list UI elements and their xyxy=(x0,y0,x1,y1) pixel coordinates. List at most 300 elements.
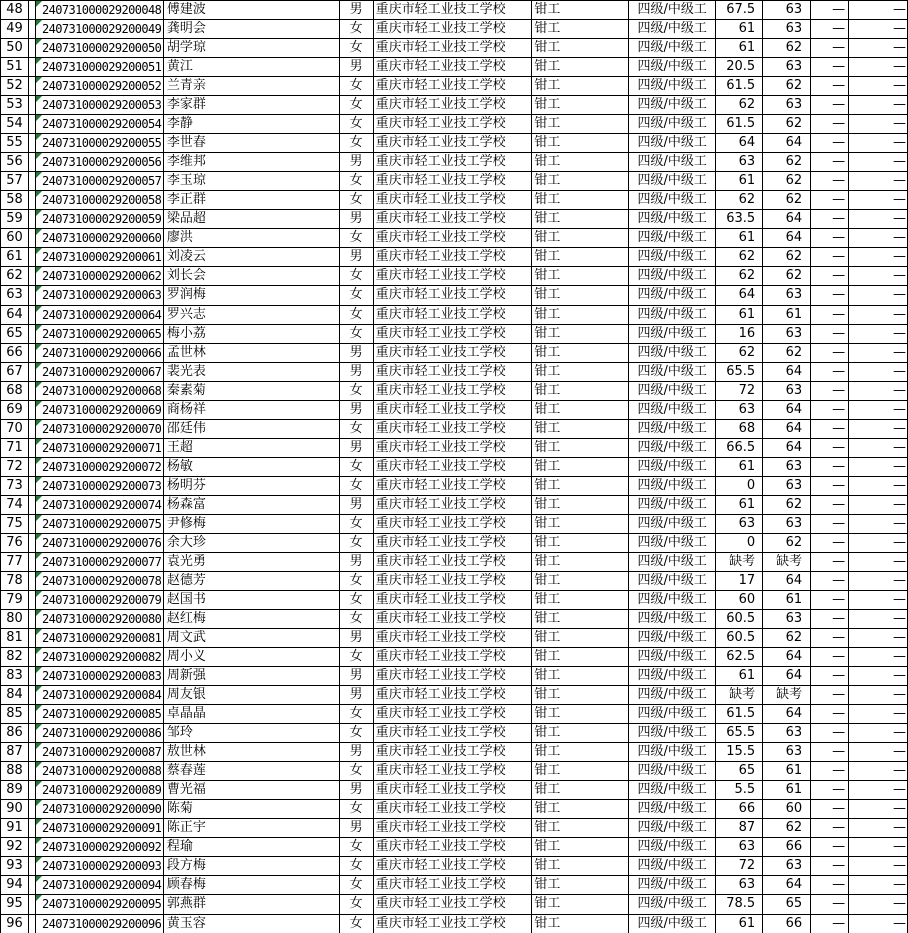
cell-dash-2[interactable]: — xyxy=(849,382,908,401)
cell-row-number[interactable]: 56 xyxy=(1,153,29,172)
cell-narrow-spacer[interactable] xyxy=(29,20,36,39)
cell-skill-level[interactable]: 四级/中级工 xyxy=(629,477,716,496)
cell-skill-level[interactable]: 四级/中级工 xyxy=(629,210,716,229)
cell-skill-level[interactable]: 四级/中级工 xyxy=(629,172,716,191)
cell-score-2[interactable]: 62 xyxy=(763,172,811,191)
cell-skill-level[interactable]: 四级/中级工 xyxy=(629,724,716,743)
cell-school[interactable]: 重庆市轻工业技工学校 xyxy=(374,477,533,496)
cell-row-number[interactable]: 48 xyxy=(1,1,29,20)
cell-gender[interactable]: 男 xyxy=(340,819,374,838)
cell-gender[interactable]: 女 xyxy=(340,306,374,325)
cell-name[interactable]: 袁光勇 xyxy=(164,553,340,572)
cell-occupation[interactable]: 钳工 xyxy=(532,382,629,401)
cell-school[interactable]: 重庆市轻工业技工学校 xyxy=(374,515,533,534)
cell-score-2[interactable]: 62 xyxy=(763,629,811,648)
cell-skill-level[interactable]: 四级/中级工 xyxy=(629,439,716,458)
cell-row-number[interactable]: 66 xyxy=(1,344,29,363)
cell-score-1[interactable]: 17 xyxy=(716,572,763,591)
cell-dash-1[interactable]: — xyxy=(811,819,849,838)
cell-dash-2[interactable]: — xyxy=(849,819,908,838)
cell-occupation[interactable]: 钳工 xyxy=(532,686,629,705)
cell-gender[interactable]: 女 xyxy=(340,534,374,553)
cell-score-2[interactable]: 62 xyxy=(763,267,811,286)
cell-candidate-id[interactable] xyxy=(36,286,164,305)
cell-gender[interactable]: 男 xyxy=(340,58,374,77)
cell-candidate-id[interactable] xyxy=(36,172,164,191)
cell-score-1[interactable]: 缺考 xyxy=(716,553,763,572)
cell-gender[interactable]: 女 xyxy=(340,77,374,96)
cell-score-2[interactable]: 64 xyxy=(763,876,811,895)
cell-gender[interactable]: 男 xyxy=(340,629,374,648)
cell-gender[interactable]: 男 xyxy=(340,686,374,705)
cell-dash-2[interactable]: — xyxy=(849,895,908,914)
cell-narrow-spacer[interactable] xyxy=(29,420,36,439)
cell-dash-2[interactable]: — xyxy=(849,1,908,20)
cell-dash-2[interactable]: — xyxy=(849,534,908,553)
cell-candidate-id[interactable] xyxy=(36,857,164,876)
cell-occupation[interactable]: 钳工 xyxy=(532,553,629,572)
cell-score-2[interactable]: 61 xyxy=(763,591,811,610)
cell-occupation[interactable]: 钳工 xyxy=(532,286,629,305)
cell-name[interactable]: 廖洪 xyxy=(164,229,340,248)
cell-dash-1[interactable]: — xyxy=(811,267,849,286)
cell-school[interactable]: 重庆市轻工业技工学校 xyxy=(374,248,533,267)
cell-candidate-id[interactable] xyxy=(36,610,164,629)
cell-dash-1[interactable]: — xyxy=(811,724,849,743)
cell-dash-1[interactable]: — xyxy=(811,629,849,648)
cell-dash-2[interactable]: — xyxy=(849,629,908,648)
cell-name[interactable]: 赵国书 xyxy=(164,591,340,610)
cell-skill-level[interactable]: 四级/中级工 xyxy=(629,591,716,610)
cell-score-1[interactable]: 60 xyxy=(716,591,763,610)
cell-skill-level[interactable]: 四级/中级工 xyxy=(629,401,716,420)
cell-candidate-id[interactable] xyxy=(36,591,164,610)
cell-skill-level[interactable]: 四级/中级工 xyxy=(629,191,716,210)
cell-score-1[interactable]: 63 xyxy=(716,838,763,857)
cell-occupation[interactable]: 钳工 xyxy=(532,648,629,667)
cell-name[interactable]: 顾春梅 xyxy=(164,876,340,895)
cell-gender[interactable]: 男 xyxy=(340,363,374,382)
cell-score-1[interactable]: 61 xyxy=(716,172,763,191)
cell-school[interactable]: 重庆市轻工业技工学校 xyxy=(374,705,533,724)
cell-gender[interactable]: 女 xyxy=(340,838,374,857)
cell-skill-level[interactable]: 四级/中级工 xyxy=(629,458,716,477)
cell-dash-1[interactable]: — xyxy=(811,58,849,77)
cell-candidate-id[interactable] xyxy=(36,838,164,857)
cell-narrow-spacer[interactable] xyxy=(29,838,36,857)
cell-dash-1[interactable]: — xyxy=(811,20,849,39)
cell-name[interactable]: 周文武 xyxy=(164,629,340,648)
cell-score-1[interactable]: 62 xyxy=(716,191,763,210)
cell-row-number[interactable]: 63 xyxy=(1,286,29,305)
cell-dash-1[interactable]: — xyxy=(811,477,849,496)
cell-name[interactable]: 裴光表 xyxy=(164,363,340,382)
cell-score-1[interactable]: 65.5 xyxy=(716,363,763,382)
cell-dash-1[interactable]: — xyxy=(811,857,849,876)
cell-score-2[interactable]: 63 xyxy=(763,96,811,115)
cell-narrow-spacer[interactable] xyxy=(29,857,36,876)
cell-candidate-id[interactable] xyxy=(36,629,164,648)
cell-score-1[interactable]: 20.5 xyxy=(716,58,763,77)
cell-row-number[interactable]: 74 xyxy=(1,496,29,515)
cell-row-number[interactable]: 96 xyxy=(1,915,29,933)
cell-score-2[interactable]: 66 xyxy=(763,838,811,857)
cell-occupation[interactable]: 钳工 xyxy=(532,743,629,762)
cell-name[interactable]: 卓晶晶 xyxy=(164,705,340,724)
cell-score-1[interactable]: 61 xyxy=(716,229,763,248)
cell-score-2[interactable]: 缺考 xyxy=(763,553,811,572)
cell-narrow-spacer[interactable] xyxy=(29,96,36,115)
cell-row-number[interactable]: 91 xyxy=(1,819,29,838)
cell-score-2[interactable]: 62 xyxy=(763,191,811,210)
cell-dash-1[interactable]: — xyxy=(811,96,849,115)
cell-occupation[interactable]: 钳工 xyxy=(532,229,629,248)
cell-dash-1[interactable]: — xyxy=(811,420,849,439)
cell-name[interactable]: 赵德芳 xyxy=(164,572,340,591)
cell-row-number[interactable]: 86 xyxy=(1,724,29,743)
cell-candidate-id[interactable] xyxy=(36,248,164,267)
cell-narrow-spacer[interactable] xyxy=(29,915,36,933)
cell-skill-level[interactable]: 四级/中级工 xyxy=(629,306,716,325)
cell-name[interactable]: 敖世林 xyxy=(164,743,340,762)
cell-dash-2[interactable]: — xyxy=(849,686,908,705)
cell-school[interactable]: 重庆市轻工业技工学校 xyxy=(374,306,533,325)
cell-occupation[interactable]: 钳工 xyxy=(532,134,629,153)
cell-candidate-id[interactable] xyxy=(36,420,164,439)
cell-school[interactable]: 重庆市轻工业技工学校 xyxy=(374,800,533,819)
cell-occupation[interactable]: 钳工 xyxy=(532,325,629,344)
cell-dash-2[interactable]: — xyxy=(849,20,908,39)
cell-score-2[interactable]: 62 xyxy=(763,534,811,553)
cell-school[interactable]: 重庆市轻工业技工学校 xyxy=(374,667,533,686)
cell-dash-1[interactable]: — xyxy=(811,115,849,134)
cell-score-2[interactable]: 61 xyxy=(763,762,811,781)
cell-occupation[interactable]: 钳工 xyxy=(532,39,629,58)
cell-occupation[interactable]: 钳工 xyxy=(532,20,629,39)
cell-dash-1[interactable]: — xyxy=(811,306,849,325)
cell-row-number[interactable]: 81 xyxy=(1,629,29,648)
cell-school[interactable]: 重庆市轻工业技工学校 xyxy=(374,895,533,914)
cell-row-number[interactable]: 73 xyxy=(1,477,29,496)
cell-candidate-id[interactable] xyxy=(36,191,164,210)
cell-row-number[interactable]: 94 xyxy=(1,876,29,895)
cell-dash-2[interactable]: — xyxy=(849,648,908,667)
cell-dash-1[interactable]: — xyxy=(811,553,849,572)
cell-dash-1[interactable]: — xyxy=(811,496,849,515)
cell-dash-1[interactable]: — xyxy=(811,39,849,58)
cell-skill-level[interactable]: 四级/中级工 xyxy=(629,762,716,781)
cell-row-number[interactable]: 58 xyxy=(1,191,29,210)
cell-skill-level[interactable]: 四级/中级工 xyxy=(629,572,716,591)
cell-candidate-id[interactable] xyxy=(36,115,164,134)
cell-candidate-id[interactable] xyxy=(36,648,164,667)
cell-dash-2[interactable]: — xyxy=(849,781,908,800)
cell-narrow-spacer[interactable] xyxy=(29,705,36,724)
cell-school[interactable]: 重庆市轻工业技工学校 xyxy=(374,115,533,134)
cell-skill-level[interactable]: 四级/中级工 xyxy=(629,895,716,914)
cell-skill-level[interactable]: 四级/中级工 xyxy=(629,20,716,39)
cell-row-number[interactable]: 79 xyxy=(1,591,29,610)
cell-candidate-id[interactable] xyxy=(36,895,164,914)
cell-dash-1[interactable]: — xyxy=(811,743,849,762)
cell-candidate-id[interactable] xyxy=(36,496,164,515)
cell-narrow-spacer[interactable] xyxy=(29,58,36,77)
cell-skill-level[interactable]: 四级/中级工 xyxy=(629,325,716,344)
cell-dash-2[interactable]: — xyxy=(849,401,908,420)
cell-gender[interactable]: 男 xyxy=(340,781,374,800)
cell-narrow-spacer[interactable] xyxy=(29,344,36,363)
cell-candidate-id[interactable] xyxy=(36,686,164,705)
cell-skill-level[interactable]: 四级/中级工 xyxy=(629,344,716,363)
cell-score-2[interactable]: 65 xyxy=(763,895,811,914)
cell-score-2[interactable]: 63 xyxy=(763,515,811,534)
cell-dash-2[interactable]: — xyxy=(849,134,908,153)
cell-occupation[interactable]: 钳工 xyxy=(532,610,629,629)
cell-dash-2[interactable]: — xyxy=(849,705,908,724)
cell-gender[interactable]: 女 xyxy=(340,96,374,115)
cell-skill-level[interactable]: 四级/中级工 xyxy=(629,857,716,876)
cell-dash-2[interactable]: — xyxy=(849,286,908,305)
cell-score-2[interactable]: 63 xyxy=(763,458,811,477)
cell-score-1[interactable]: 66.5 xyxy=(716,439,763,458)
cell-gender[interactable]: 男 xyxy=(340,667,374,686)
cell-gender[interactable]: 女 xyxy=(340,915,374,933)
cell-row-number[interactable]: 76 xyxy=(1,534,29,553)
cell-dash-1[interactable]: — xyxy=(811,915,849,933)
cell-skill-level[interactable]: 四级/中级工 xyxy=(629,39,716,58)
cell-score-1[interactable]: 61.5 xyxy=(716,77,763,96)
cell-candidate-id[interactable] xyxy=(36,439,164,458)
cell-school[interactable]: 重庆市轻工业技工学校 xyxy=(374,191,533,210)
cell-dash-2[interactable]: — xyxy=(849,553,908,572)
cell-school[interactable]: 重庆市轻工业技工学校 xyxy=(374,229,533,248)
cell-occupation[interactable]: 钳工 xyxy=(532,420,629,439)
cell-row-number[interactable]: 50 xyxy=(1,39,29,58)
cell-score-2[interactable]: 61 xyxy=(763,781,811,800)
cell-score-1[interactable]: 61 xyxy=(716,496,763,515)
cell-dash-1[interactable]: — xyxy=(811,705,849,724)
cell-skill-level[interactable]: 四级/中级工 xyxy=(629,420,716,439)
cell-score-1[interactable]: 72 xyxy=(716,857,763,876)
cell-dash-1[interactable]: — xyxy=(811,572,849,591)
cell-name[interactable]: 秦素菊 xyxy=(164,382,340,401)
cell-school[interactable]: 重庆市轻工业技工学校 xyxy=(374,439,533,458)
cell-skill-level[interactable]: 四级/中级工 xyxy=(629,819,716,838)
cell-candidate-id[interactable] xyxy=(36,915,164,933)
cell-name[interactable]: 杨敏 xyxy=(164,458,340,477)
cell-score-2[interactable]: 62 xyxy=(763,115,811,134)
cell-occupation[interactable]: 钳工 xyxy=(532,895,629,914)
cell-occupation[interactable]: 钳工 xyxy=(532,1,629,20)
cell-skill-level[interactable]: 四级/中级工 xyxy=(629,876,716,895)
cell-dash-1[interactable]: — xyxy=(811,77,849,96)
cell-school[interactable]: 重庆市轻工业技工学校 xyxy=(374,325,533,344)
cell-score-1[interactable]: 0 xyxy=(716,477,763,496)
cell-school[interactable]: 重庆市轻工业技工学校 xyxy=(374,838,533,857)
cell-score-1[interactable]: 62 xyxy=(716,344,763,363)
cell-occupation[interactable]: 钳工 xyxy=(532,306,629,325)
cell-name[interactable]: 杨明芬 xyxy=(164,477,340,496)
cell-name[interactable]: 孟世林 xyxy=(164,344,340,363)
cell-dash-2[interactable]: — xyxy=(849,724,908,743)
cell-name[interactable]: 王超 xyxy=(164,439,340,458)
cell-name[interactable]: 黄玉容 xyxy=(164,915,340,933)
cell-dash-2[interactable]: — xyxy=(849,210,908,229)
cell-narrow-spacer[interactable] xyxy=(29,686,36,705)
cell-narrow-spacer[interactable] xyxy=(29,153,36,172)
cell-skill-level[interactable]: 四级/中级工 xyxy=(629,115,716,134)
cell-name[interactable]: 邵廷伟 xyxy=(164,420,340,439)
cell-narrow-spacer[interactable] xyxy=(29,248,36,267)
cell-name[interactable]: 龚明会 xyxy=(164,20,340,39)
cell-narrow-spacer[interactable] xyxy=(29,572,36,591)
cell-score-1[interactable]: 62 xyxy=(716,96,763,115)
cell-gender[interactable]: 男 xyxy=(340,401,374,420)
cell-occupation[interactable]: 钳工 xyxy=(532,800,629,819)
cell-dash-2[interactable]: — xyxy=(849,838,908,857)
cell-candidate-id[interactable] xyxy=(36,762,164,781)
cell-school[interactable]: 重庆市轻工业技工学校 xyxy=(374,686,533,705)
cell-occupation[interactable]: 钳工 xyxy=(532,153,629,172)
cell-dash-2[interactable]: — xyxy=(849,191,908,210)
cell-candidate-id[interactable] xyxy=(36,477,164,496)
cell-narrow-spacer[interactable] xyxy=(29,134,36,153)
cell-name[interactable]: 段方梅 xyxy=(164,857,340,876)
cell-name[interactable]: 黄江 xyxy=(164,58,340,77)
cell-occupation[interactable]: 钳工 xyxy=(532,191,629,210)
cell-dash-1[interactable]: — xyxy=(811,172,849,191)
cell-dash-2[interactable]: — xyxy=(849,667,908,686)
cell-score-2[interactable]: 64 xyxy=(763,705,811,724)
cell-row-number[interactable]: 95 xyxy=(1,895,29,914)
cell-occupation[interactable]: 钳工 xyxy=(532,762,629,781)
cell-score-1[interactable]: 62.5 xyxy=(716,648,763,667)
cell-narrow-spacer[interactable] xyxy=(29,800,36,819)
cell-school[interactable]: 重庆市轻工业技工学校 xyxy=(374,401,533,420)
cell-dash-1[interactable]: — xyxy=(811,439,849,458)
cell-row-number[interactable]: 89 xyxy=(1,781,29,800)
cell-name[interactable]: 梁品超 xyxy=(164,210,340,229)
cell-score-2[interactable]: 63 xyxy=(763,20,811,39)
cell-score-2[interactable]: 63 xyxy=(763,58,811,77)
cell-name[interactable]: 郭燕群 xyxy=(164,895,340,914)
cell-score-1[interactable]: 5.5 xyxy=(716,781,763,800)
cell-school[interactable]: 重庆市轻工业技工学校 xyxy=(374,743,533,762)
cell-score-2[interactable]: 62 xyxy=(763,496,811,515)
cell-narrow-spacer[interactable] xyxy=(29,496,36,515)
cell-school[interactable]: 重庆市轻工业技工学校 xyxy=(374,153,533,172)
cell-score-1[interactable]: 缺考 xyxy=(716,686,763,705)
cell-score-1[interactable]: 61.5 xyxy=(716,115,763,134)
cell-score-1[interactable]: 65.5 xyxy=(716,724,763,743)
cell-school[interactable]: 重庆市轻工业技工学校 xyxy=(374,819,533,838)
cell-school[interactable]: 重庆市轻工业技工学校 xyxy=(374,77,533,96)
cell-dash-1[interactable]: — xyxy=(811,686,849,705)
cell-dash-1[interactable]: — xyxy=(811,610,849,629)
cell-score-2[interactable]: 62 xyxy=(763,819,811,838)
cell-candidate-id[interactable] xyxy=(36,819,164,838)
cell-candidate-id[interactable] xyxy=(36,458,164,477)
cell-candidate-id[interactable] xyxy=(36,267,164,286)
cell-row-number[interactable]: 62 xyxy=(1,267,29,286)
cell-occupation[interactable]: 钳工 xyxy=(532,58,629,77)
cell-row-number[interactable]: 59 xyxy=(1,210,29,229)
cell-row-number[interactable]: 75 xyxy=(1,515,29,534)
cell-score-2[interactable]: 62 xyxy=(763,77,811,96)
cell-candidate-id[interactable] xyxy=(36,58,164,77)
cell-narrow-spacer[interactable] xyxy=(29,439,36,458)
cell-skill-level[interactable]: 四级/中级工 xyxy=(629,134,716,153)
cell-dash-1[interactable]: — xyxy=(811,534,849,553)
cell-dash-2[interactable]: — xyxy=(849,96,908,115)
cell-score-2[interactable]: 63 xyxy=(763,286,811,305)
cell-gender[interactable]: 女 xyxy=(340,857,374,876)
cell-score-2[interactable]: 62 xyxy=(763,248,811,267)
cell-row-number[interactable]: 92 xyxy=(1,838,29,857)
cell-skill-level[interactable]: 四级/中级工 xyxy=(629,96,716,115)
cell-score-2[interactable]: 62 xyxy=(763,153,811,172)
cell-candidate-id[interactable] xyxy=(36,134,164,153)
cell-dash-1[interactable]: — xyxy=(811,153,849,172)
cell-row-number[interactable]: 67 xyxy=(1,363,29,382)
cell-score-1[interactable]: 61 xyxy=(716,39,763,58)
cell-score-2[interactable]: 64 xyxy=(763,648,811,667)
cell-skill-level[interactable]: 四级/中级工 xyxy=(629,610,716,629)
cell-skill-level[interactable]: 四级/中级工 xyxy=(629,1,716,20)
cell-gender[interactable]: 女 xyxy=(340,172,374,191)
cell-narrow-spacer[interactable] xyxy=(29,895,36,914)
cell-score-2[interactable]: 64 xyxy=(763,572,811,591)
cell-gender[interactable]: 女 xyxy=(340,382,374,401)
cell-skill-level[interactable]: 四级/中级工 xyxy=(629,800,716,819)
cell-score-1[interactable]: 61 xyxy=(716,306,763,325)
cell-occupation[interactable]: 钳工 xyxy=(532,857,629,876)
cell-narrow-spacer[interactable] xyxy=(29,325,36,344)
cell-dash-1[interactable]: — xyxy=(811,134,849,153)
cell-name[interactable]: 李正群 xyxy=(164,191,340,210)
cell-row-number[interactable]: 61 xyxy=(1,248,29,267)
cell-school[interactable]: 重庆市轻工业技工学校 xyxy=(374,629,533,648)
cell-school[interactable]: 重庆市轻工业技工学校 xyxy=(374,210,533,229)
cell-school[interactable]: 重庆市轻工业技工学校 xyxy=(374,58,533,77)
cell-candidate-id[interactable] xyxy=(36,325,164,344)
cell-occupation[interactable]: 钳工 xyxy=(532,629,629,648)
cell-dash-2[interactable]: — xyxy=(849,39,908,58)
cell-dash-1[interactable]: — xyxy=(811,515,849,534)
cell-narrow-spacer[interactable] xyxy=(29,724,36,743)
cell-dash-1[interactable]: — xyxy=(811,401,849,420)
cell-score-2[interactable]: 64 xyxy=(763,210,811,229)
cell-skill-level[interactable]: 四级/中级工 xyxy=(629,743,716,762)
cell-narrow-spacer[interactable] xyxy=(29,191,36,210)
cell-narrow-spacer[interactable] xyxy=(29,363,36,382)
cell-occupation[interactable]: 钳工 xyxy=(532,591,629,610)
cell-dash-1[interactable]: — xyxy=(811,838,849,857)
cell-score-2[interactable]: 62 xyxy=(763,39,811,58)
cell-score-2[interactable]: 63 xyxy=(763,724,811,743)
cell-occupation[interactable]: 钳工 xyxy=(532,401,629,420)
cell-score-1[interactable]: 64 xyxy=(716,134,763,153)
cell-score-2[interactable]: 63 xyxy=(763,325,811,344)
cell-narrow-spacer[interactable] xyxy=(29,743,36,762)
cell-candidate-id[interactable] xyxy=(36,724,164,743)
cell-occupation[interactable]: 钳工 xyxy=(532,838,629,857)
cell-dash-1[interactable]: — xyxy=(811,210,849,229)
cell-dash-1[interactable]: — xyxy=(811,229,849,248)
cell-skill-level[interactable]: 四级/中级工 xyxy=(629,705,716,724)
cell-candidate-id[interactable] xyxy=(36,306,164,325)
cell-skill-level[interactable]: 四级/中级工 xyxy=(629,248,716,267)
